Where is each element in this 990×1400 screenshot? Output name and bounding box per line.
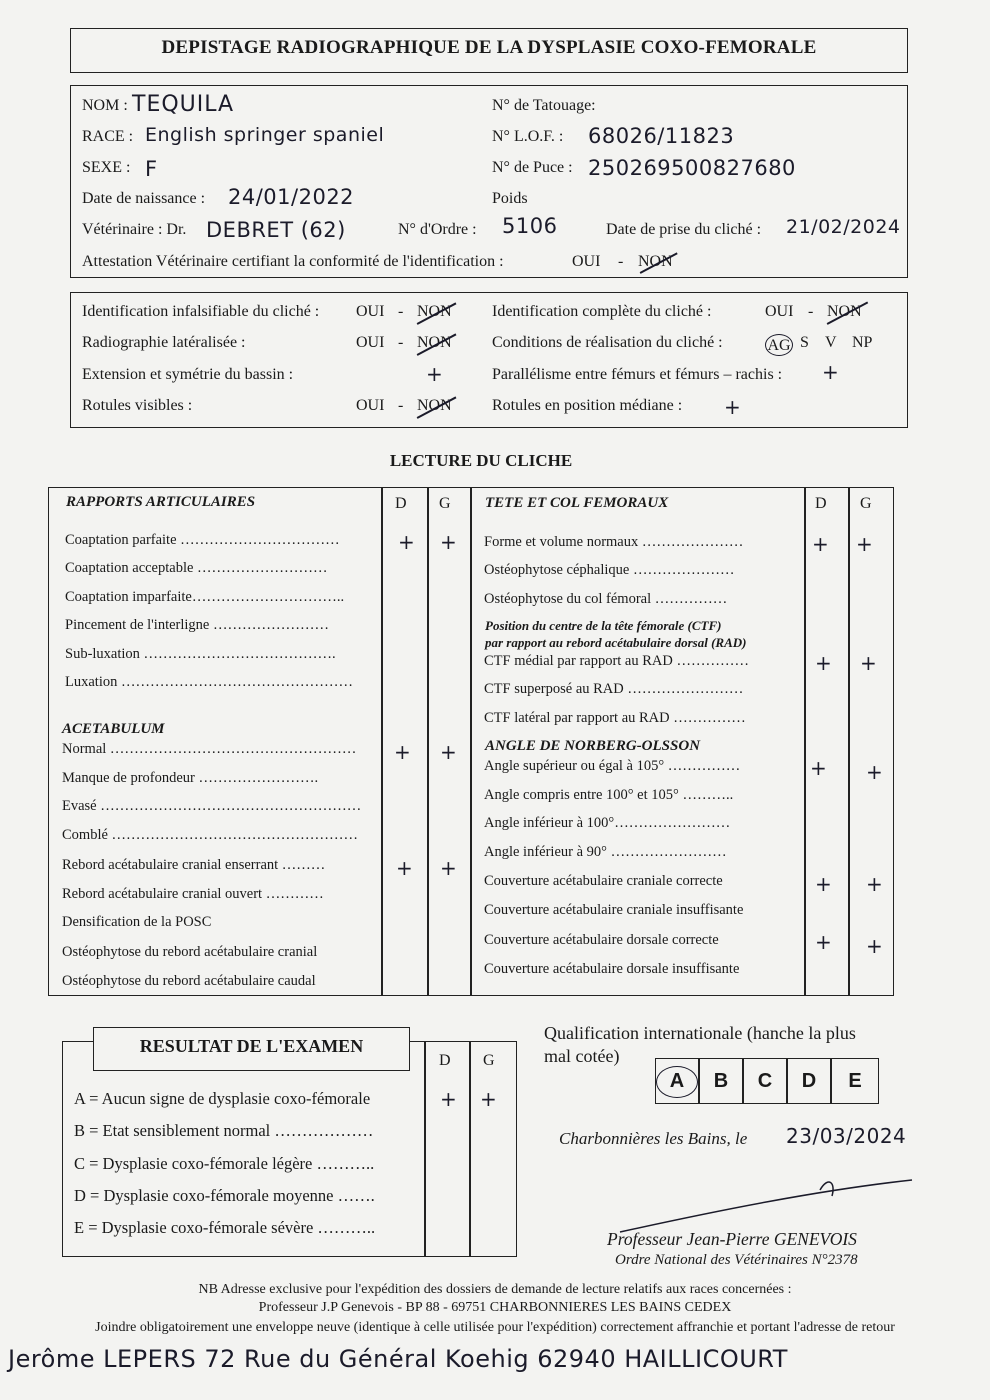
poids-label: Poids — [492, 190, 528, 207]
table-row: Coaptation imparfaite………………………….. — [65, 589, 345, 605]
conditions-option-np[interactable]: NP — [852, 334, 873, 351]
date-cliche-label: Date de prise du cliché : — [606, 221, 762, 238]
table-row: Forme et volume normaux ………………… — [484, 534, 744, 550]
result-row-0-g[interactable]: + — [480, 1087, 497, 1111]
lof-value[interactable]: 68026/11823 — [588, 124, 735, 148]
table-row: Normal …………………………………………… — [62, 741, 357, 757]
race-label: RACE : — [82, 128, 134, 145]
rotules-vis-dash: - — [398, 397, 404, 414]
table-row: Rebord acétabulaire cranial enserrant ……… — [62, 857, 326, 873]
ident-infals-dash: - — [398, 303, 404, 320]
grade-b[interactable]: B — [699, 1058, 743, 1104]
parallel-mark[interactable]: + — [822, 360, 839, 384]
right-top-0-g[interactable]: + — [856, 532, 873, 556]
table-row: Ostéophytose céphalique ………………… — [484, 562, 735, 578]
lof-label: N° L.O.F. : — [492, 128, 564, 145]
table-row: Rebord acétabulaire cranial ouvert ………… — [62, 886, 324, 902]
result-row: B = Etat sensiblement normal ……………… — [74, 1121, 374, 1140]
grade-c[interactable]: C — [743, 1058, 787, 1104]
conditions-option-ag[interactable]: AG — [765, 334, 793, 356]
ordre-label: N° d'Ordre : — [398, 221, 477, 238]
radio-lat-label: Radiographie latéralisée : — [82, 334, 246, 351]
table-row: Ostéophytose du rebord acétabulaire caudal — [62, 973, 316, 989]
race-value[interactable]: English springer spaniel — [145, 124, 385, 146]
footer-line-1: NB Adresse exclusive pour l'expédition des dossiers de demande de lecture relatifs aux races concernées : — [198, 1282, 792, 1297]
right-top-0-d[interactable]: + — [812, 532, 829, 556]
result-row: E = Dysplasie coxo-fémorale sévère ……….. — [74, 1218, 376, 1237]
table-row: Coaptation parfaite …………………………… — [65, 532, 340, 548]
table-row: CTF superposé au RAD …………………… — [484, 681, 744, 697]
table-row: Couverture acétabulaire dorsale insuffisante — [484, 961, 740, 977]
puce-value[interactable]: 250269500827680 — [588, 156, 796, 180]
result-row: A = Aucun signe de dysplasie coxo-fémorale — [74, 1089, 371, 1108]
nom-label: NOM : — [82, 97, 128, 114]
conditions-option-v[interactable]: V — [825, 334, 837, 351]
signature-date[interactable]: 23/03/2024 — [786, 1124, 907, 1148]
table-row: Angle inférieur à 90° …………………… — [484, 844, 727, 860]
grade-a-circle — [656, 1066, 698, 1098]
sexe-label: SEXE : — [82, 159, 131, 176]
attestation-non[interactable]: NON — [638, 253, 673, 270]
norberg-header: ANGLE DE NORBERG-OLSSON — [485, 738, 701, 754]
table-row: Ostéophytose du col fémoral …………… — [484, 591, 728, 607]
lecture-title: LECTURE DU CLICHE — [389, 451, 573, 470]
table-row: Evasé ……………………………………………… — [62, 798, 362, 814]
radio-lat-oui[interactable]: OUI — [356, 334, 385, 351]
footer-line-2: Professeur J.P Genevois - BP 88 - 69751 CHARBONNIERES LES BAINS CEDEX — [258, 1300, 732, 1315]
left-row-0-g[interactable]: + — [440, 530, 457, 554]
ctf-header-1: Position du centre de la tête fémorale (CTF) — [485, 618, 722, 633]
extension-mark[interactable]: + — [426, 362, 443, 386]
ctf-header-2: par rapport au rebord acétabulaire dorsal (RAD) — [485, 635, 747, 650]
norberg-row-0-d[interactable]: + — [810, 756, 827, 780]
conditions-label: Conditions de réalisation du cliché : — [492, 334, 723, 351]
dob-label: Date de naissance : — [82, 190, 206, 207]
result-title: RESULTAT DE L'EXAMEN — [139, 1036, 364, 1056]
dob-value[interactable]: 24/01/2022 — [228, 185, 355, 209]
return-address[interactable]: Jerôme LEPERS 72 Rue du Général Koehig 62940 HAILLICOURT — [8, 1345, 788, 1373]
result-row: C = Dysplasie coxo-fémorale légère ……….. — [74, 1154, 375, 1173]
left-g-header: G — [439, 495, 451, 512]
date-cliche-value[interactable]: 21/02/2024 — [786, 216, 901, 238]
vet-value[interactable]: DEBRET (62) — [206, 218, 346, 242]
norberg-row-0-g[interactable]: + — [866, 760, 883, 784]
table-row: Densification de la POSC — [62, 914, 212, 930]
table-row: Ostéophytose du rebord acétabulaire cranial — [62, 944, 318, 960]
acet-row-4-g[interactable]: + — [440, 856, 457, 880]
grade-a[interactable]: A — [655, 1058, 699, 1104]
rotules-vis-label: Rotules visibles : — [82, 397, 193, 414]
rapports-header: RAPPORTS ARTICULAIRES — [66, 494, 256, 510]
left-row-0-d[interactable]: + — [398, 530, 415, 554]
table-row: Angle compris entre 100° et 105° ……….. — [484, 787, 734, 803]
qualification-label-1: Qualification internationale (hanche la plus — [544, 1023, 856, 1043]
table-row: Couverture acétabulaire dorsale correcte — [484, 932, 719, 948]
norberg-row-4-d[interactable]: + — [815, 872, 832, 896]
table-row: CTF latéral par rapport au RAD …………… — [484, 710, 746, 726]
tete-col-header: TETE ET COL FEMORAUX — [485, 495, 669, 511]
table-row: Couverture acétabulaire craniale insuffisante — [484, 902, 744, 918]
ctf-row-0-g[interactable]: + — [860, 651, 877, 675]
table-row: CTF médial par rapport au RAD …………… — [484, 653, 749, 669]
tatouage-label: N° de Tatouage: — [492, 97, 596, 114]
professor-ordre: Ordre National des Vétérinaires N°2378 — [615, 1252, 858, 1268]
extension-label: Extension et symétrie du bassin : — [82, 366, 294, 383]
rotules-med-mark[interactable]: + — [724, 395, 741, 419]
result-g-header: G — [483, 1052, 495, 1069]
table-row: Couverture acétabulaire craniale correcte — [484, 873, 723, 889]
ctf-row-0-d[interactable]: + — [815, 651, 832, 675]
right-g-header: G — [860, 495, 872, 512]
acet-row-4-d[interactable]: + — [396, 856, 413, 880]
radio-lat-non[interactable]: NON — [417, 334, 452, 351]
ident-compl-label: Identification complète du cliché : — [492, 303, 712, 320]
footer-line-3: Joindre obligatoirement une enveloppe neuve (identique à celle utilisée pour l'expédition) correctement affranchie et portant l'adresse de retour — [95, 1320, 895, 1335]
rotules-vis-oui[interactable]: OUI — [356, 397, 385, 414]
norberg-row-4-g[interactable]: + — [866, 872, 883, 896]
place-label: Charbonnières les Bains, le — [559, 1129, 748, 1148]
ident-compl-non[interactable]: NON — [827, 303, 862, 320]
table-row: Luxation ………………………………………… — [65, 674, 353, 690]
result-d-header: D — [439, 1052, 451, 1069]
attestation-label: Attestation Vétérinaire certifiant la conformité de l'identification : — [82, 253, 504, 270]
rotules-med-label: Rotules en position médiane : — [492, 397, 683, 414]
ident-compl-dash: - — [808, 303, 814, 320]
page-title: DEPISTAGE RADIOGRAPHIQUE DE LA DYSPLASIE COXO-FEMORALE — [161, 37, 817, 58]
rotules-vis-non[interactable]: NON — [417, 397, 452, 414]
grade-d[interactable]: D — [787, 1058, 831, 1104]
acetabulum-header: ACETABULUM — [62, 721, 165, 737]
table-row: Manque de profondeur ……………………. — [62, 770, 319, 786]
acet-row-0-g[interactable]: + — [440, 740, 457, 764]
table-row: Pincement de l'interligne …………………… — [65, 617, 329, 633]
table-row: Coaptation acceptable ……………………… — [65, 560, 328, 576]
left-d-header: D — [395, 495, 407, 512]
acet-row-0-d[interactable]: + — [394, 740, 411, 764]
ident-infals-oui[interactable]: OUI — [356, 303, 385, 320]
radio-lat-dash: - — [398, 334, 404, 351]
puce-label: N° de Puce : — [492, 159, 573, 176]
vet-label: Vétérinaire : Dr. — [82, 221, 187, 238]
result-row-0-d[interactable]: + — [440, 1087, 457, 1111]
table-row: Angle supérieur ou égal à 105° …………… — [484, 758, 741, 774]
attestation-sep: - — [618, 253, 624, 270]
parallel-label: Parallélisme entre fémurs et fémurs – rachis : — [492, 366, 783, 383]
sexe-value[interactable]: F — [145, 157, 158, 181]
result-row: D = Dysplasie coxo-fémorale moyenne ……. — [74, 1186, 375, 1205]
table-row: Angle inférieur à 100°…………………… — [484, 815, 731, 831]
nom-value[interactable]: TEQUILA — [132, 92, 235, 117]
norberg-row-6-g[interactable]: + — [866, 934, 883, 958]
ordre-value[interactable]: 5106 — [502, 214, 558, 238]
professor-name: Professeur Jean-Pierre GENEVOIS — [607, 1229, 857, 1249]
grade-e[interactable]: E — [831, 1058, 879, 1104]
norberg-row-6-d[interactable]: + — [815, 930, 832, 954]
right-d-header: D — [815, 495, 827, 512]
table-row: Sub-luxation …………………………………. — [65, 646, 336, 662]
conditions-option-s[interactable]: S — [800, 334, 809, 351]
table-row: Comblé …………………………………………… — [62, 827, 359, 843]
ident-compl-oui[interactable]: OUI — [765, 303, 794, 320]
qualification-label-2: mal cotée) — [544, 1046, 620, 1066]
attestation-oui[interactable]: OUI — [572, 253, 601, 270]
ident-infals-label: Identification infalsifiable du cliché : — [82, 303, 320, 320]
ident-infals-non[interactable]: NON — [417, 303, 452, 320]
